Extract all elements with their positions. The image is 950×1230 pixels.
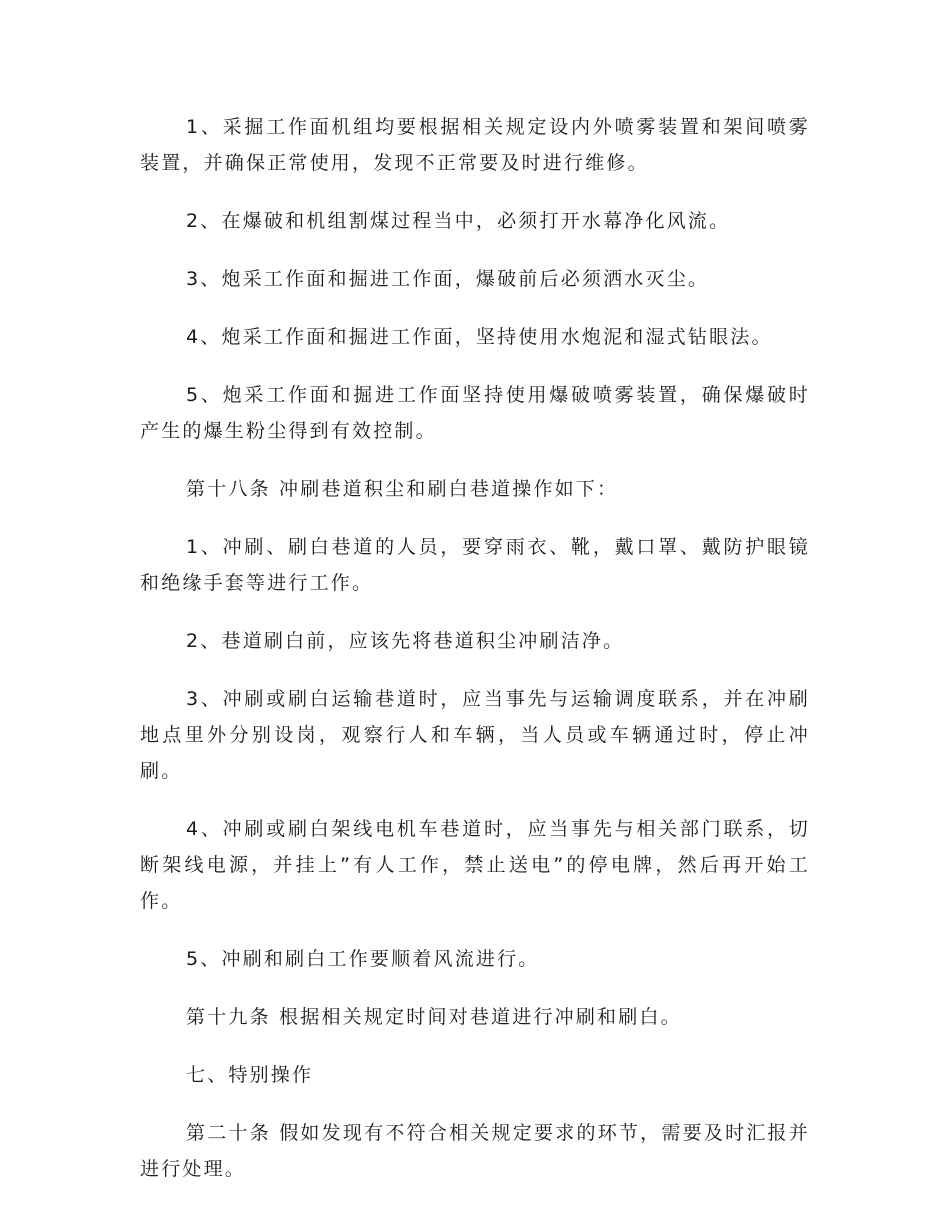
article-19: 第十九条 根据相关规定时间对巷道进行冲刷和刷白。: [186, 1006, 682, 1028]
paragraph-7: 1、冲刷、刷白巷道的人员，要穿雨衣、靴，戴口罩、戴防护眼镜和绝缘手套等进行工作。: [140, 536, 810, 594]
article-20: 第二十条 假如发现有不符合相关规定要求的环节，需要及时汇报并进行处理。: [140, 1122, 810, 1180]
paragraph-11: 5、冲刷和刷白工作要顺着风流进行。: [186, 948, 540, 970]
paragraph-3: 3、炮采工作面和掘进工作面，爆破前后必须洒水灭尘。: [186, 268, 710, 290]
paragraph-10: 4、冲刷或刷白架线电机车巷道时，应当事先与相关部门联系，切断架线电源，并挂上”有人工作，禁止送电”的停电牌，然后再开始工作。: [140, 818, 810, 912]
paragraph-1: 1、采掘工作面机组均要根据相关规定设内外喷雾装置和架间喷雾装置，并确保正常使用，发现不正常要及时进行维修。: [140, 116, 810, 174]
article-18-heading: 第十八条 冲刷巷道积尘和刷白巷道操作如下：: [186, 478, 619, 500]
paragraph-4: 4、炮采工作面和掘进工作面，坚持使用水炮泥和湿式钻眼法。: [186, 326, 773, 348]
document-body: [140, 109, 810, 1209]
paragraph-2: 2、在爆破和机组割煤过程当中，必须打开水幕净化风流。: [186, 210, 731, 232]
paragraph-5: 5、炮采工作面和掘进工作面坚持使用爆破喷雾装置，确保爆破时产生的爆生粉尘得到有效控制。: [140, 384, 810, 442]
paragraph-9: 3、冲刷或刷白运输巷道时，应当事先与运输调度联系，并在冲刷地点里外分别设岗，观察行人和车辆，当人员或车辆通过时，停止冲刷。: [140, 688, 810, 782]
paragraph-8: 2、巷道刷白前，应该先将巷道积尘冲刷洁净。: [186, 630, 625, 652]
section-7-heading: 七、特别操作: [186, 1064, 314, 1086]
